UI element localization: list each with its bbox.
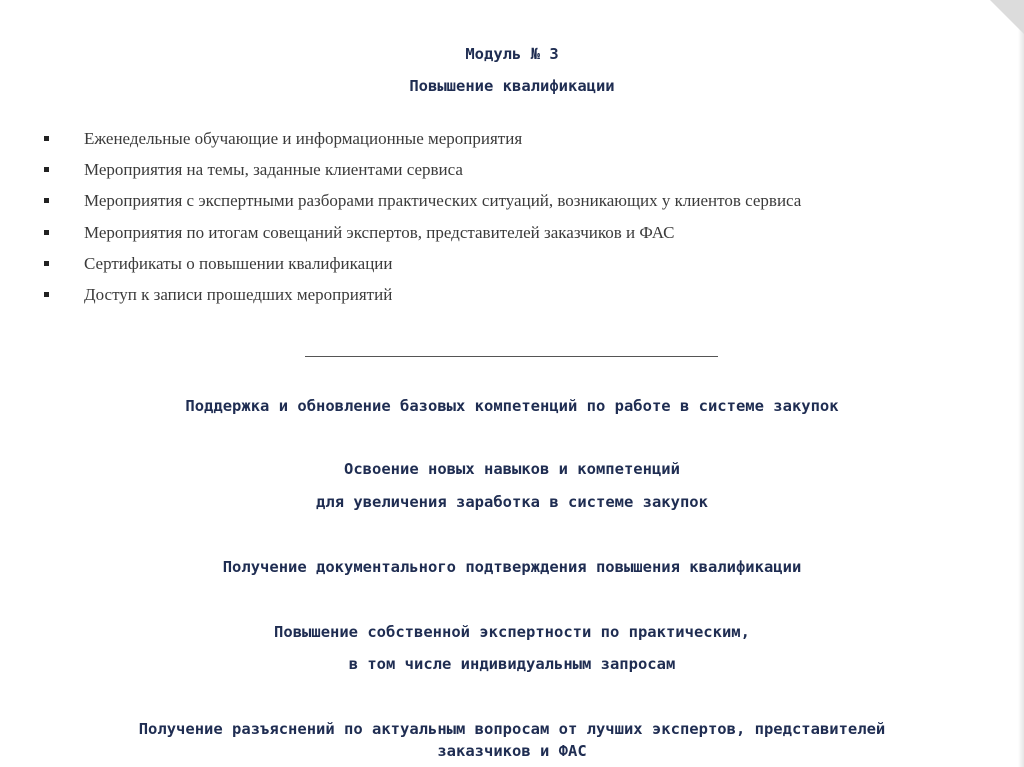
- feature-item: Еженедельные обучающие и информационные мероприятия: [44, 128, 974, 149]
- benefit-statement: Повышение собственной экспертности по практическим,: [274, 623, 750, 641]
- section-divider: [305, 356, 718, 357]
- benefit-statement: Освоение новых навыков и компетенций: [344, 460, 680, 478]
- page-corner-fold: [990, 0, 1024, 34]
- benefit-statement: Получение документального подтверждения повышения квалификации: [222, 558, 802, 576]
- slide-edge-shadow: [1018, 0, 1024, 767]
- benefit-statement: для увеличения заработка в системе закупок: [316, 493, 708, 511]
- benefit-statement: Поддержка и обновление базовых компетенций по работе в системе закупок: [185, 397, 839, 415]
- page-title: Повышение квалификации: [409, 77, 615, 95]
- feature-item: Мероприятия на темы, заданные клиентами сервиса: [44, 159, 974, 180]
- feature-item: Сертификаты о повышении квалификации: [44, 253, 974, 274]
- benefit-statement: в том числе индивидуальным запросам: [348, 655, 676, 673]
- feature-list: [44, 128, 974, 315]
- feature-item: Доступ к записи прошедших мероприятий: [44, 284, 974, 305]
- feature-item: Мероприятия по итогам совещаний экспертов, представителей заказчиков и ФАС: [44, 222, 974, 243]
- benefit-statement: Получение разъяснений по актуальным вопросам от лучших экспертов, представителей: [138, 720, 886, 738]
- module-number: Модуль № 3: [465, 45, 559, 63]
- benefit-statement: заказчиков и ФАС: [437, 742, 587, 760]
- feature-item: Мероприятия с экспертными разборами практических ситуаций, возникающих у клиентов сервиса: [44, 190, 974, 211]
